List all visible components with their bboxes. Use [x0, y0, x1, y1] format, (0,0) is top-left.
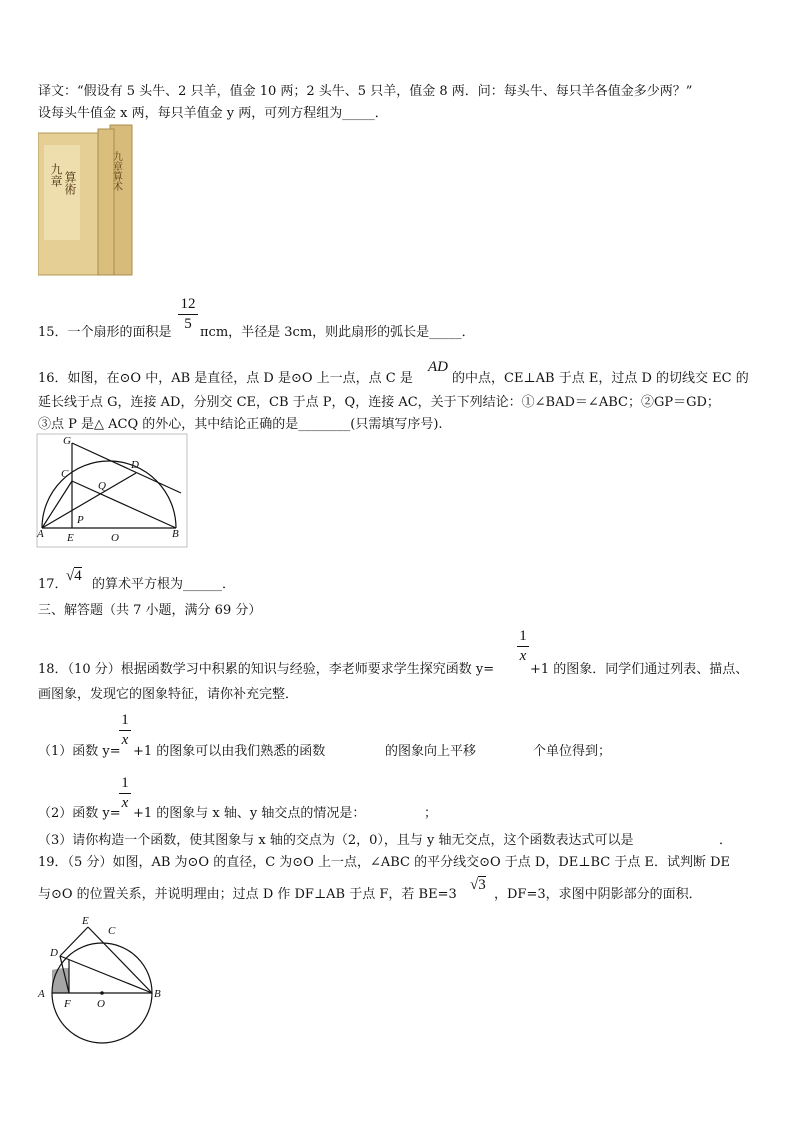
q15-fraction [178, 296, 198, 333]
q18-line1-before: 18．（10 分）根据函数学习中积累的知识与经验，李老师要求学生探究函数 y= [38, 662, 495, 677]
q18-p1-frac-den: x [121, 732, 129, 748]
translation-line-1: 译文：“假设有 5 头牛、2 只羊，值金 10 两；2 头牛、5 只羊，值金 8 两．问：每头牛、每只羊各值金多少两？” [38, 84, 693, 99]
q19-line1: 19．（5 分）如图，AB 为⊙O 的直径，C 为⊙O 上一点，∠ABC 的平分线交⊙O 于点 D，DE⊥BC 于点 E．试判断 DE [38, 855, 731, 870]
fig19-label-c: C [108, 925, 116, 937]
q19-line2-before: 与⊙O 的位置关系，并说明理由；过点 D 作 DF⊥AB 于点 F，若 BE=3 [38, 887, 457, 902]
q18-line1-after: +1 的图象．同学们通过列表、描点、 [530, 662, 749, 677]
fig19-label-f: F [64, 998, 71, 1010]
fig16-label-o: O [111, 532, 119, 544]
q18-p1-mid: 的图象向上平移 [385, 744, 477, 759]
q18-p1-frac-num: 1 [121, 712, 129, 728]
q15-after: πcm，半径是 3cm，则此扇形的弧长是_____． [200, 325, 475, 340]
q16-line3: ③点 P 是△ ACQ 的外心，其中结论正确的是________(只需填写序号). [38, 417, 443, 432]
fig16-label-c: C [61, 468, 69, 480]
q18-p2-end: ； [424, 806, 438, 821]
svg-text:九章: 九章 [49, 163, 63, 187]
q19-radical: 3 [478, 877, 486, 893]
fig16-label-g: G [63, 435, 71, 447]
q17-after: 的算术平方根为______． [92, 577, 236, 592]
book-image [38, 123, 138, 278]
q15-before: 15．一个扇形的面积是 [38, 325, 172, 340]
fig19-label-a: A [38, 988, 45, 1000]
q18-frac-den: x [519, 648, 527, 664]
q16-line1-after: 的中点，CE⊥AB 于点 E，过点 D 的切线交 EC 的 [452, 371, 749, 386]
q17-num: 17． [38, 577, 68, 592]
sqrt-symbol: √ [66, 568, 75, 584]
section-3-heading: 三、解答题（共 7 小题，满分 69 分） [38, 603, 262, 618]
fig16-label-b: B [172, 528, 179, 540]
q18-p2-frac-num: 1 [121, 775, 129, 791]
q18-p2-frac-den: x [121, 795, 129, 811]
fig16-label-e: E [67, 532, 74, 544]
q19-line2-after: ，DF=3，求图中阴影部分的面积． [494, 887, 702, 902]
fig19-label-b: B [154, 988, 161, 1000]
fig16-label-p: P [77, 514, 84, 526]
fig16-label-a: A [37, 528, 44, 540]
fig19-label-o: O [97, 998, 105, 1010]
translation-line-2: 设每头牛值金 x 两，每只羊值金 y 两，可列方程组为_____． [38, 106, 388, 121]
figure-19 [36, 910, 172, 1045]
q18-p1-after: +1 的图象可以由我们熟悉的函数 [133, 744, 326, 759]
q16-line1-before: 16．如图，在⊙O 中，AB 是直径，点 D 是⊙O 上一点，点 C 是 [38, 371, 413, 386]
fig19-label-e: E [82, 915, 89, 927]
q16-line2: 延长线于点 G，连接 AD，分别交 CE，CB 于点 P，Q，连接 AC，关于下列结论：①∠BAD＝∠ABC；②GP＝GD； [38, 395, 720, 410]
book-spine-text: 九章算术 [110, 151, 122, 191]
q18-p2-before: （2）函数 y= [38, 806, 121, 821]
fig19-label-d: D [50, 947, 58, 959]
q18-line2: 画图象，发现它的图象特征，请你补充完整． [38, 687, 299, 702]
sqrt-symbol: √ [470, 877, 479, 893]
q18-p3-end: ． [719, 833, 733, 848]
q18-p2-after: +1 的图象与 x 轴、y 轴交点的情况是： [133, 806, 366, 821]
q18-p3: （3）请你构造一个函数，使其图象与 x 轴的交点为（2，0），且与 y 轴无交点，这个函数表达式可以是 [38, 833, 634, 848]
q18-frac-num: 1 [519, 628, 527, 644]
q15-frac-den: 5 [184, 316, 192, 332]
fig16-label-d: D [131, 459, 139, 471]
svg-text:算術: 算術 [63, 171, 77, 195]
q18-fraction [517, 628, 529, 665]
figure-16 [36, 433, 188, 548]
q17-radical: 4 [74, 568, 82, 584]
fig16-label-q: Q [98, 480, 106, 492]
q15-frac-num: 12 [180, 296, 196, 312]
q17-sqrt [66, 568, 82, 585]
q19-sqrt [470, 877, 486, 894]
q16-arc: AD [428, 359, 448, 375]
q18-p1-end: 个单位得到； [533, 744, 612, 759]
q18-p1-before: （1）函数 y= [38, 744, 121, 759]
